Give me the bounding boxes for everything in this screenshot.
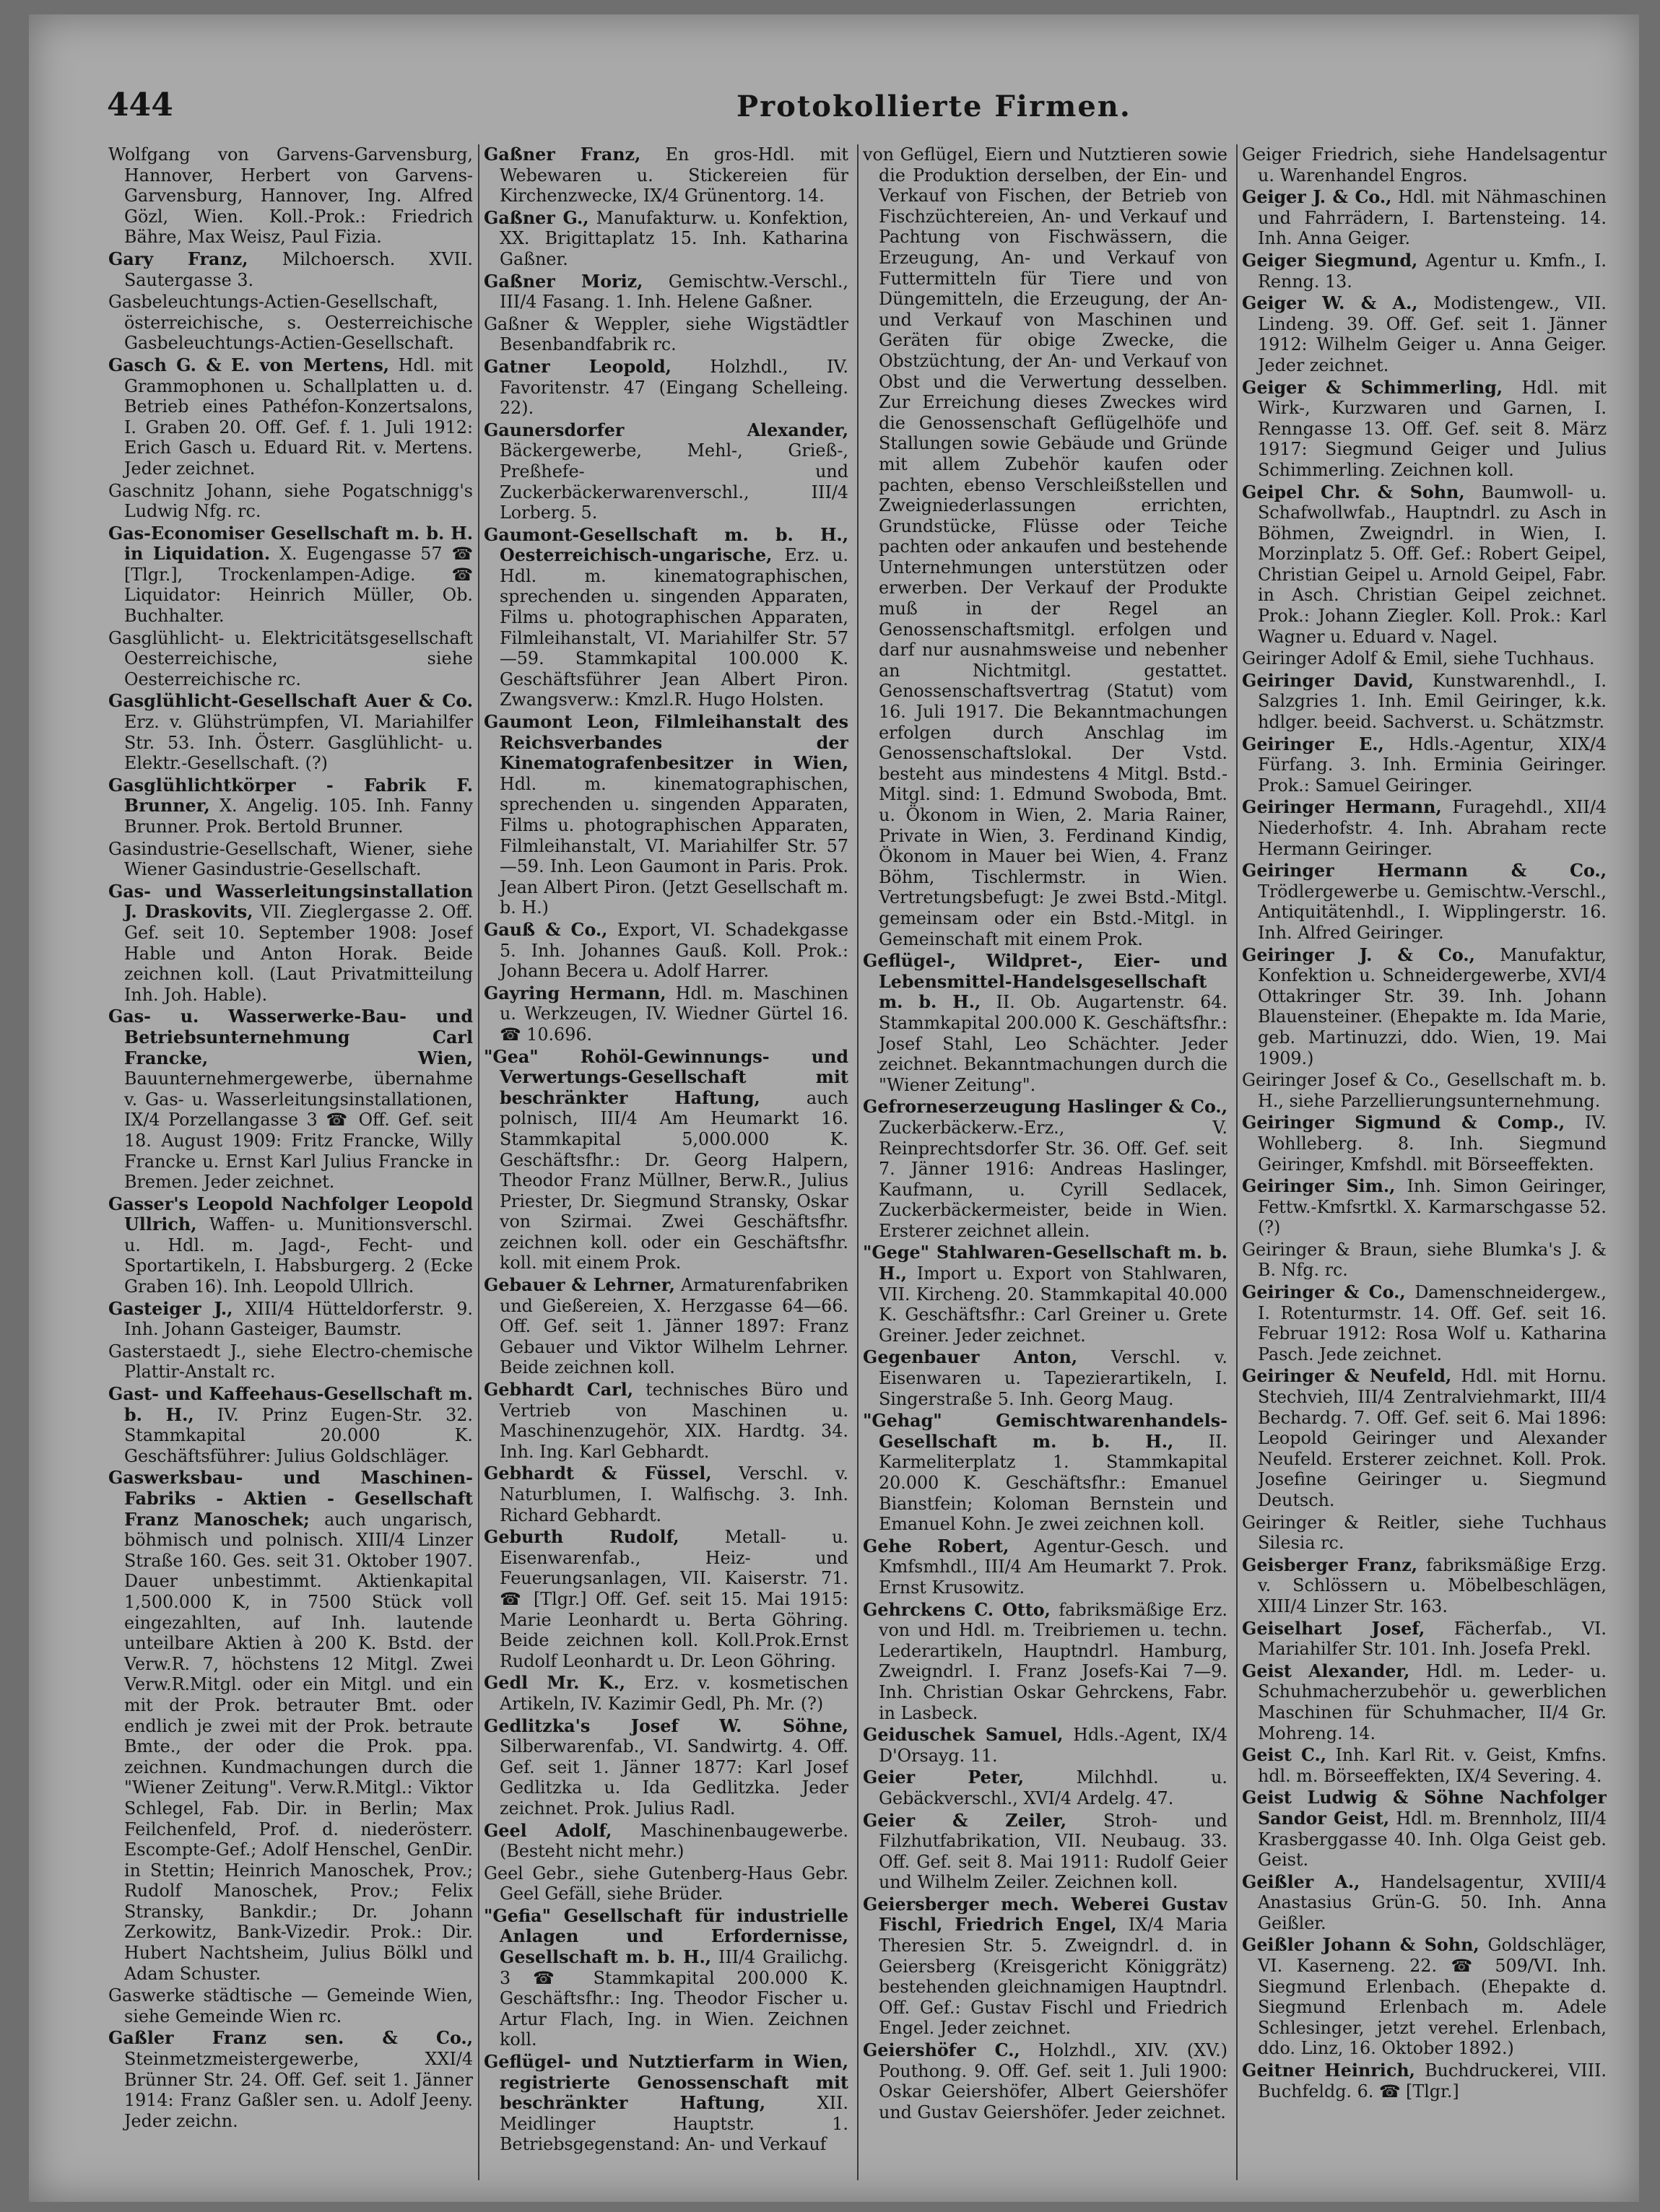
firm-name: Gatner Leopold,	[484, 356, 672, 377]
directory-entry	[484, 920, 848, 982]
entry-text: Hdl. m. kinematographischen, sprechenden u. singenden Apparaten, Films u. photographischen Apparaten, Filmleihanstalt, VI. Mariahilfer Str. 57—59. Inh. Leon Gaumont in Paris. Prok. Jean Albert Piron. (Jetzt Gesellschaft m. b. H.)	[500, 773, 848, 918]
entry-text: Verschl. v. Naturblumen, I. Walfischg. 3. Inh. Richard Gebhardt.	[500, 1463, 848, 1525]
directory-entry	[1242, 2060, 1607, 2102]
entry-text: auch ungarisch, böhmisch und polnisch. XIII/4 Linzer Straße 160. Ges. seit 31. Oktober 1907. Dauer unbestimmt. Aktienkapital 1,500.000 K, in 7500 Stück voll eingezahlten, auf Inh. lautende unteilbare Aktien à 200 K. Bstd. der Verw.R. 7, höchstens 12 Mitgl. Zwei Verw.R.Mitgl. oder ein Mitgl. und ein mit der Prok. betrauter Bmt. oder endlich je zwei mit der Prok. betraute Bmte., der oder die Prok. ppa. zeichnen. Kundmachungen durch die "Wiener Zeitung". Verw.R.Mitgl.: Viktor Schlegel, Fab. Dir. in Berlin; Max Feilchenfeld, Prof. d. niederösterr. Escompte-Gef.; Adolf Henschel, GenDir. in Stettin; Heinrich Manoschek, Prov.; Rudolf Manoschek, Prov.; Felix Stransky, Bankdir.; Dr. Johann Zerkowitz, Bank-Vizedir. Prok.: Dir. Hubert Nachtsheim, Julius Bölkl und Adam Schuster.	[124, 1509, 473, 1984]
entry-text: Geiringer & Braun, siehe Blumka's J. & B. Nfg. rc.	[1242, 1239, 1607, 1281]
entry-text: Steinmetzmeistergewerbe, XXI/4 Brünner Str. 24. Off. Gef. seit 1. Jänner 1914: Franz Gaßler sen. u. Adolf Jeeny. Jeder zeichn.	[124, 2049, 473, 2131]
directory-entry	[1242, 1512, 1607, 1554]
firm-name: Gaßner Franz,	[484, 144, 641, 165]
directory-entry	[863, 1242, 1227, 1346]
firm-name: "Gehag" Gemischtwarenhandels-Gesellschaft m. b. H.,	[863, 1411, 1227, 1452]
entry-text: Metall- u. Eisenwarenfab., Heiz- und Feuerungsanlagen, VII. Kaiserstr. 71. ☎ [Tlgr.] Off. Gef. seit 15. Mai 1915: Marie Leonhardt u. Berta Göhring. Beide zeichnen koll. Koll.Prok.Ernst Rudolf Leonhardt u. Dr. Leon Göhring.	[500, 1527, 848, 1671]
directory-entry	[108, 249, 473, 290]
directory-entry	[108, 1341, 473, 1382]
directory-entry	[863, 1536, 1227, 1598]
directory-entry	[484, 144, 848, 206]
column-2	[484, 144, 848, 2195]
directory-entry	[863, 1725, 1227, 1766]
directory-entry	[108, 1299, 473, 1340]
firm-name: Gaumont Leon, Filmleihanstalt des Reichsverbandes der Kinematografenbesitzer in Wien,	[484, 712, 848, 774]
entry-text: X. Angelig. 105. Inh. Fanny Brunner. Prok. Bertold Brunner.	[124, 796, 473, 837]
directory-entry	[484, 1047, 848, 1274]
firm-name: Gasch G. & E. von Mertens,	[108, 354, 390, 375]
firm-name: Geist Alexander,	[1242, 1660, 1410, 1681]
entry-text: Wolfgang von Garvens-Garvensburg, Hannover, Herbert von Garvens-Garvensburg, Hannover, Ing. Alfred Gözl, Wien. Koll.-Prok.: Friedrich Bähre, Max Weisz, Paul Fizia.	[108, 144, 473, 248]
directory-entry	[484, 525, 848, 710]
directory-entry	[863, 1894, 1227, 2039]
firm-name: Geisberger Franz,	[1242, 1554, 1418, 1575]
directory-entry	[108, 1384, 473, 1466]
document-page	[29, 14, 1639, 2202]
entry-text: Inh. Karl Rit. v. Geist, Kmfns. hdl. m. Börseeffekten, IX/4 Severing. 4.	[1258, 1745, 1607, 1786]
entry-text: Gasindustrie-Gesellschaft, Wiener, siehe Wiener Gasindustrie-Gesellschaft.	[108, 838, 473, 880]
entry-text: IV. Prinz Eugen-Str. 32. Stammkapital 20.000 K. Geschäftsführer: Julius Goldschläger.	[124, 1404, 473, 1466]
entry-text: Hdls.-Agent, IX/4 D'Orsayg. 11.	[879, 1725, 1227, 1766]
directory-entry	[1242, 1070, 1607, 1111]
directory-entry	[1242, 1240, 1607, 1281]
entry-text: Gaßner & Weppler, siehe Wigstädtler Besenbandfabrik rc.	[484, 313, 848, 355]
firm-name: Gehrckens C. Otto,	[863, 1599, 1051, 1620]
entry-text: Stroh- und Filzhutfabrikation, VII. Neubaug. 33. Off. Gef. seit 8. Mai 1911: Rudolf Geier und Wilhelm Zeiler. Zeichnen koll.	[879, 1810, 1227, 1893]
directory-entry	[108, 523, 473, 627]
entry-text: Armaturenfabriken und Gießereien, X. Herzgasse 64—66. Off. Gef. seit 1. Jänner 1897: Franz Gebauer und Viktor Wilhelm Lehrner. Beide zeichnen koll.	[500, 1275, 848, 1378]
directory-entry	[108, 881, 473, 1006]
firm-name: Gebhardt & Füssel,	[484, 1463, 712, 1484]
directory-entry	[1242, 251, 1607, 292]
entry-text: technisches Büro und Vertrieb von Maschinen u. Maschinenzugehör, XIX. Hardtg. 34. Inh. Ing. Karl Gebhardt.	[500, 1380, 848, 1462]
firm-name: Geflügel-, Wildpret-, Eier- und Lebensmittel-Handelsgesellschaft m. b. H.,	[863, 951, 1227, 1013]
entry-text: Hdl. m. Maschinen u. Werkzeugen, IV. Wiedner Gürtel 16. ☎ 10.696.	[500, 983, 848, 1045]
entry-text: fabriksmäßige Erzg. v. Schlössern u. Möbelbeschlägen, XIII/4 Linzer Str. 163.	[1258, 1554, 1607, 1616]
entry-text: Erz. v. Glühstrümpfen, VI. Mariahilfer Str. 53. Inh. Österr. Gasglühlicht- u. Elektr.-Gesellschaft. (?)	[124, 712, 473, 774]
entry-text: Geiger Friedrich, siehe Handelsagentur u. Warenhandel Engros.	[1242, 144, 1607, 186]
entry-text: Milchhdl. u. Gebäckverschl., XVI/4 Ardelg. 47.	[879, 1767, 1227, 1808]
directory-entry	[863, 1767, 1227, 1808]
entry-text: Holzhdl., XIV. (XV.) Pouthong. 9. Off. Gef. seit 1. Juli 1900: Oskar Geiershöfer, Albert Geiershöfer und Gustav Geiershöfer. Jeder zeichnet.	[879, 2040, 1227, 2122]
column-3	[863, 144, 1227, 2195]
directory-entry	[484, 1527, 848, 1671]
firm-name: Gaunersdorfer Alexander,	[484, 419, 848, 440]
firm-name: Gaßler Franz sen. & Co.,	[108, 2028, 473, 2049]
entry-text: III/4 Grailichg. 3 ☎ Stammkapital 200.000 K. Geschäftsfhr.: Ing. Theodor Fischer u. Artur Flach, Ing. in Wien. Zeichnen koll.	[500, 1947, 848, 2050]
entry-text: Hdl. mit Nähmaschinen und Fahrrädern, I. Bartensteing. 14. Inh. Anna Geiger.	[1258, 187, 1607, 249]
directory-entry	[108, 628, 473, 690]
entry-text: Hdl. m. Brennholz, III/4 Krasberggasse 40. Inh. Olga Geist geb. Geist.	[1258, 1808, 1607, 1871]
firm-name: Geist Ludwig & Söhne Nachfolger Sandor Geist,	[1242, 1788, 1607, 1829]
firm-name: Gedlitzka's Josef W. Söhne,	[484, 1715, 848, 1736]
directory-entry	[1242, 797, 1607, 859]
directory-entry	[484, 1463, 848, 1525]
firm-name: Geiger Siegmund,	[1242, 250, 1418, 271]
directory-entry	[484, 1863, 848, 1904]
firm-name: Gedl Mr. K.,	[484, 1673, 626, 1694]
firm-name: Geiger J. & Co.,	[1242, 187, 1392, 208]
entry-text: Manufakturw. u. Konfektion, XX. Brigittaplatz 15. Inh. Katharina Gaßner.	[500, 207, 848, 269]
entry-text: Gasbeleuchtungs-Actien-Gesellschaft, österreichische, s. Oesterreichische Gasbeleuchtungs-Actien-Gesellschaft.	[108, 292, 473, 354]
directory-entry	[1242, 1872, 1607, 1934]
entry-text: Import u. Export von Stahlwaren, VII. Kircheng. 20. Stammkapital 40.000 K. Geschäftsfhr.: Carl Greiner u. Grete Greiner. Jeder zeichnet.	[879, 1263, 1227, 1346]
directory-entry	[484, 983, 848, 1045]
entry-text: Bauunternehmergewerbe, übernahme v. Gas- u. Wasserleitungsinstallationen, IX/4 Porzellangasse 3 ☎ Off. Gef. seit 18. August 1909: Fritz Francke, Willy Francke u. Ernst Karl Julius Francke in Bremen. Jeder zeichnet.	[124, 1068, 473, 1193]
firm-name: Geiringer David,	[1242, 670, 1415, 691]
directory-entry	[108, 775, 473, 837]
directory-entry	[484, 357, 848, 419]
column-rule	[857, 144, 859, 2180]
directory-entry	[1242, 1176, 1607, 1238]
directory-entry	[1242, 648, 1607, 669]
entry-text: Goldschläger, VI. Kaserneng. 22. ☎ 509/VI. Inh. Siegmund Erlenbach. (Ehepakte d. Siegmund Erlenbach m. Adele Schlesinger, jetzt verehel. Erlenbach, ddo. Linz, 16. Oktober 1892.)	[1258, 1935, 1607, 2059]
entry-text: Verschl. v. Eisenwaren u. Tapezierartikeln, I. Singerstraße 5. Inh. Georg Maug.	[879, 1347, 1227, 1409]
directory-entry	[1242, 671, 1607, 733]
firm-name: "Gefia" Gesellschaft für industrielle Anlagen und Erfordernisse, Gesellschaft m. b. H.,	[484, 1905, 848, 1968]
entry-text: Erz. u. Hdl. m. kinematographischen, sprechenden u. singenden Apparaten, Films u. photographischen Apparaten, Filmleihanstalt, VI. Mariahilfer Str. 57—59. Stammkapital 100.000 K. Geschäftsführer Jean Albert Piron. Zwangsverw.: Kmzl.R. Hugo Holsten.	[500, 545, 848, 710]
firm-name: Geflügel- und Nutztierfarm in Wien, registrierte Genossenschaft mit beschränkter Haftung,	[484, 2052, 848, 2114]
entry-text: X. Eugengasse 57 ☎ [Tlgr.], Trockenlampen-Adige. ☎ Liquidator: Heinrich Müller, Ob. Buchhalter.	[124, 544, 473, 627]
entry-text: Geiringer Adolf & Emil, siehe Tuchhaus.	[1242, 648, 1595, 669]
entry-text: Manufaktur, Konfektion u. Schneidergewerbe, XVI/4 Ottakringer Str. 39. Inh. Johann Blauensteiner. (Ehepakte m. Ida Marie, geb. Martinuzzi, ddo. Wien, 19. Mai 1909.)	[1258, 944, 1607, 1068]
entry-text: Hdl. m. Leder- u. Schuhmacherzubehör u. gewerblichen Maschinen für Schuhmacher, II/4 Gr. Mohreng. 14.	[1258, 1660, 1607, 1743]
directory-entry	[1242, 144, 1607, 186]
directory-entry	[484, 1716, 848, 1819]
directory-entry	[1242, 1112, 1607, 1175]
directory-entry	[863, 1347, 1227, 1409]
firm-name: Gegenbauer Anton,	[863, 1347, 1078, 1368]
column-4	[1242, 144, 1607, 2195]
entry-text: IX/4 Maria Theresien Str. 5. Zweigndrl. d. in Geiersberg (Kreisgericht Königgrätz) bestehenden gleichnamigen Hauptndrl. Off. Gef.: Gustav Fischl und Friedrich Engel. Jeder zeichnet.	[879, 1915, 1227, 2039]
directory-entry	[108, 292, 473, 354]
firm-name: Geier Peter,	[863, 1767, 1025, 1788]
directory-entry	[1242, 1745, 1607, 1786]
entry-text: Gaswerke städtische — Gemeinde Wien, siehe Gemeinde Wien rc.	[108, 1985, 473, 2026]
directory-entry	[484, 208, 848, 270]
directory-entry	[484, 420, 848, 523]
firm-name: Gas-Economiser Gesellschaft m. b. H. in Liquidation.	[108, 523, 473, 565]
entry-text: II. Ob. Augartenstr. 64. Stammkapital 200.000 K. Geschäftsfhr.: Josef Stahl, Leo Schächter. Jeder zeichnet. Bekanntmachungen durch die "Wiener Zeitung".	[879, 992, 1227, 1095]
column-1	[108, 144, 473, 2195]
directory-entry	[108, 1468, 473, 1984]
entry-text: von Geflügel, Eiern und Nutztieren sowie die Produktion derselben, der Ein- und Verkauf von Fischen, der Betrieb von Fischzüchtereien, An- und Verkauf und Pachtung von Fischwässern, die Erzeugung, An- und Verkauf von Futtermitteln für Tiere und von Düngemitteln, die Erzeugung, der An- und Verkauf von Maschinen und Geräten für obige Zwecke, die Obstzüchtung, der An- und Verkauf von Obst und die Verwertung desselben. Zur Erreichung dieses Zweckes wird die Genossenschaft Geflügelhöfe und Stallungen sowie Gebäude und Gründe mit allem Zubehör kaufen oder pachten, ebenso Verschleißstellen und Zweigniederlassungen errichten, Grundstücke, Flüsse oder Teiche pachten oder ankaufen und bestehende Unternehmungen unterstützen oder erwerben. Der Verkauf der Produkte muß in der Regel an Genossenschaftsmitgl. erfolgen und darf nur ausnahmsweise und nebenher an Nichtmitgl. gestattet. Genossenschaftsvertrag (Statut) vom 16. Juli 1917. Die Bekanntmachungen erfolgen durch Anschlag im Genossenschaftslokal. Der Vstd. besteht aus mindestens 4 Mitgl. Bstd.-Mitgl. sind: 1. Edmund Swoboda, Bmt. u. Ökonom in Wien, 2. Maria Rainer, Private in Wien, 3. Ferdinand Kindig, Ökonom in Mauer bei Wien, 4. Franz Böhm, Tischlermstr. in Wien. Vertretungsbefugt: Je zwei Bstd.-Mitgl. gemeinsam oder ein Bstd.-Mitgl. in Gemeinschaft mit einem Prok.	[863, 144, 1227, 949]
page-number: 444	[107, 87, 173, 123]
directory-entry	[484, 1821, 848, 1862]
entry-text: Export, VI. Schadekgasse 5. Inh. Johannes Gauß. Koll. Prok.: Johann Becera u. Adolf Harrer.	[500, 919, 848, 982]
firm-name: Geiringer E.,	[1242, 733, 1384, 754]
firm-name: Geiselhart Josef,	[1242, 1618, 1425, 1639]
entry-text: Fächerfab., VI. Mariahilfer Str. 101. Inh. Josefa Prekl.	[1258, 1618, 1607, 1660]
entry-text: auch polnisch, III/4 Am Heumarkt 16. Stammkapital 5,000.000 K. Geschäftsfhr.: Dr. Georg Halpern, Theodor Franz Müllner, Berw.R., Julius Priester, Dr. Siegmund Stransky, Oskar von Szirmai. Zwei Geschäftsfhr. zeichnen koll. oder ein Geschäftsfhr. koll. mit einem Prok.	[500, 1087, 848, 1273]
entry-text: Waffen- u. Munitionsverschl. u. Hdl. m. Jagd-, Fecht- und Sportartikeln, I. Habsburgerg. 2 (Ecke Graben 16). Inh. Leopold Ullrich.	[124, 1214, 473, 1297]
entry-text: II. Karmeliterplatz 1. Stammkapital 20.000 K. Geschäftsfhr.: Emanuel Bianstfein; Koloman Bernstein und Emanuel Kohn. Je zwei zeichnen koll.	[879, 1431, 1227, 1535]
directory-entry	[484, 1673, 848, 1714]
firm-name: Gasglühlichtkörper - Fabrik F. Brunner,	[108, 775, 473, 817]
directory-entry	[1242, 1282, 1607, 1364]
firm-name: Gefrorneserzeugung Haslinger & Co.,	[863, 1097, 1227, 1118]
firm-name: Gast- und Kaffeehaus-Gesellschaft m. b. H.,	[108, 1384, 473, 1425]
entry-text: Geiringer Josef & Co., Gesellschaft m. b. H., siehe Parzellierungsunternehmung.	[1242, 1070, 1607, 1111]
firm-name: Geiringer Hermann,	[1242, 797, 1442, 818]
entry-text: En gros-Hdl. mit Webewaren u. Stickereien für Kirchenzwecke, IX/4 Grünentorg. 14.	[500, 144, 848, 206]
firm-name: Gaßner G.,	[484, 207, 589, 228]
directory-entry	[484, 2052, 848, 2155]
firm-name: Geel Adolf,	[484, 1820, 612, 1841]
firm-name: Geier & Zeiler,	[863, 1810, 1067, 1831]
entry-text: Erz. v. kosmetischen Artikeln, IV. Kazimir Gedl, Ph. Mr. (?)	[500, 1673, 848, 1714]
firm-name: Gas- u. Wasserwerke-Bau- und Betriebsunternehmung Carl Francke, Wien,	[108, 1006, 473, 1068]
firm-name: Geiringer J. & Co.,	[1242, 944, 1475, 965]
firm-name: Gebauer & Lehrner,	[484, 1275, 675, 1296]
directory-entry	[1242, 482, 1607, 648]
firm-name: Geiersberger mech. Weberei Gustav Fischl, Friedrich Engel,	[863, 1894, 1227, 1936]
directory-entry	[108, 481, 473, 522]
firm-name: Gasser's Leopold Nachfolger Leopold Ullrich,	[108, 1193, 473, 1235]
firm-name: Geipel Chr. & Sohn,	[1242, 482, 1465, 502]
entry-text: Buchdruckerei, VIII. Buchfeldg. 6. ☎ [Tlgr.]	[1258, 2060, 1607, 2102]
entry-text: Geel Gebr., siehe Gutenberg-Haus Gebr. Geel Gefäll, siehe Brüder.	[484, 1863, 848, 1904]
entry-text: Bäckergewerbe, Mehl-, Grieß-, Preßhefe- und Zuckerbäckerwarenverschl., III/4 Lorberg. 5.	[500, 440, 848, 523]
firm-name: Geist C.,	[1242, 1745, 1327, 1766]
firm-name: Gauß & Co.,	[484, 919, 608, 940]
directory-entry	[863, 1600, 1227, 1724]
firm-name: Gas- und Wasserleitungsinstallation J. Draskovits,	[108, 881, 473, 923]
entry-text: XIII/4 Hütteldorferstr. 9. Inh. Johann Gasteiger, Baumstr.	[124, 1298, 473, 1340]
directory-entry	[863, 1811, 1227, 1893]
entry-text: fabriksmäßige Erz. von und Hdl. m. Treibriemen u. techn. Lederartikeln, Hauptndrl. Hamburg, Zweigndrl. I. Franz Josefs-Kai 7—9. Inh. Christian Oskar Gehrckens, Fabr. in Lasbeck.	[879, 1599, 1227, 1723]
firm-name: Geiduschek Samuel,	[863, 1725, 1064, 1746]
directory-entry	[1242, 1619, 1607, 1660]
entry-text: Agentur u. Kmfn., I. Renng. 13.	[1258, 250, 1607, 292]
entry-text: XII. Meidlinger Hauptstr. 1. Betriebsgegenstand: An- und Verkauf	[500, 2093, 848, 2155]
firm-name: Geiringer & Neufeld,	[1242, 1366, 1452, 1387]
firm-name: Geißler Johann & Sohn,	[1242, 1935, 1479, 1956]
firm-name: Gayring Hermann,	[484, 983, 666, 1003]
entry-text: Silberwarenfab., VI. Sandwirtg. 4. Off. Gef. seit 1. Jänner 1877: Karl Josef Gedlitzka u. Ida Gedlitzka. Jeder zeichnet. Prok. Julius Radl.	[500, 1736, 848, 1819]
directory-entry	[484, 1275, 848, 1378]
firm-name: Gehe Robert,	[863, 1536, 1009, 1556]
directory-entry	[484, 712, 848, 918]
directory-entry	[1242, 1935, 1607, 2059]
directory-entry	[863, 1411, 1227, 1535]
entry-text: Gemischtw.-Verschl., III/4 Fasang. 1. Inh. Helene Gaßner.	[500, 271, 848, 313]
entry-text: Holzhdl., IV. Favoritenstr. 47 (Eingang Schelleing. 22).	[500, 356, 848, 419]
entry-text: Modistengew., VII. Lindeng. 39. Off. Gef. seit 1. Jänner 1912: Wilhelm Geiger u. Anna Geiger. Jeder zeichnet.	[1258, 293, 1607, 375]
firm-name: "Gege" Stahlwaren-Gesellschaft m. b. H.,	[863, 1242, 1227, 1284]
directory-entry	[108, 1006, 473, 1192]
directory-entry	[1242, 1661, 1607, 1743]
entry-text: Baumwoll- u. Schafwollwfab., Hauptndrl. zu Asch in Böhmen, Zweigndrl. in Wien, I. Morzinplatz 5. Off. Gef.: Robert Geipel, Christian Geipel u. Arnold Geipel, Fabr. in Asch. Christian Geipel zeichnet. Prok.: Johann Ziegler. Koll. Prok.: Karl Wagner u. Eduard v. Nagel.	[1258, 482, 1607, 647]
entry-text: Gaschnitz Johann, siehe Pogatschnigg's Ludwig Nfg. rc.	[108, 480, 473, 522]
firm-name: Gasteiger J.,	[108, 1298, 233, 1319]
firm-name: Geiringer Sigmund & Comp.,	[1242, 1112, 1565, 1133]
entry-text: Zuckerbäckerw.-Erz., V. Reinprechtsdorfer Str. 36. Off. Gef. seit 7. Jänner 1916: Andreas Haslinger, Kaufmann, u. Cyrill Sedlacek, Zuckerbäckermeister, beide in Wien. Ersterer zeichnet allein.	[879, 1117, 1227, 1241]
directory-entry	[108, 144, 473, 248]
entry-text: Handelsagentur, XVIII/4 Anastasius Grün-G. 50. Inh. Anna Geißler.	[1258, 1871, 1607, 1933]
directory-entry	[1242, 1788, 1607, 1870]
entry-text: Maschinenbaugewerbe. (Besteht nicht mehr.)	[500, 1820, 848, 1862]
firm-name: Gary Franz,	[108, 248, 248, 269]
directory-entry	[1242, 861, 1607, 943]
firm-name: Geiger & Schimmerling,	[1242, 377, 1503, 398]
directory-entry	[863, 1097, 1227, 1241]
directory-entry	[1242, 734, 1607, 796]
firm-name: Gaßner Moriz,	[484, 271, 643, 292]
firm-name: Gebhardt Carl,	[484, 1380, 633, 1401]
directory-entry	[484, 314, 848, 355]
firm-name: Geiger W. & A.,	[1242, 293, 1418, 314]
firm-name: Geiringer Sim.,	[1242, 1176, 1396, 1197]
entry-text: Milchoersch. XVII. Sautergasse 3.	[124, 248, 473, 290]
directory-entry	[863, 2040, 1227, 2122]
entry-text: Gasglühlicht- u. Elektricitätsgesellschaft Oesterreichische, siehe Oesterreichische rc.	[108, 627, 473, 689]
directory-entry	[108, 355, 473, 479]
firm-name: "Gea" Rohöl-Gewinnungs- und Verwertungs-Gesellschaft mit beschränkter Haftung,	[484, 1046, 848, 1108]
entry-text: Hdls.-Agentur, XIX/4 Fürfang. 3. Inh. Erminia Geiringer. Prok.: Samuel Geiringer.	[1258, 733, 1607, 796]
directory-entry	[1242, 293, 1607, 375]
directory-entry	[108, 2028, 473, 2131]
entry-text: Trödlergewerbe u. Gemischtw.-Verschl., Antiquitätenhdl., I. Wipplingerstr. 16. Inh. Alfred Geiringer.	[1258, 881, 1607, 943]
directory-entry	[484, 1906, 848, 2050]
entry-text: Furagehdl., XII/4 Niederhofstr. 4. Inh. Abraham recte Hermann Geiringer.	[1258, 797, 1607, 859]
directory-entry	[1242, 1366, 1607, 1510]
firm-name: Geitner Heinrich,	[1242, 2060, 1415, 2081]
directory-entry	[1242, 378, 1607, 481]
entry-text: VII. Zieglergasse 2. Off. Gef. seit 10. September 1908: Josef Hable und Anton Horak. Beide zeichnen koll. (Laut Privatmitteilung Inh. Joh. Hable).	[124, 902, 473, 1005]
entry-text: Agentur-Gesch. und Kmfsmhdl., III/4 Am Heumarkt 7. Prok. Ernst Krusowitz.	[879, 1536, 1227, 1598]
directory-entry	[108, 691, 473, 773]
directory-entry	[863, 144, 1227, 949]
firm-name: Geiringer & Co.,	[1242, 1282, 1406, 1303]
firm-name: Geburth Rudolf,	[484, 1527, 679, 1548]
entry-text: IV. Wohlleberg. 8. Inh. Siegmund Geiringer, Kmfshdl. mit Börseeffekten.	[1258, 1112, 1607, 1175]
entry-text: Hdl. mit Hornu. Stechvieh, III/4 Zentralviehmarkt, III/4 Bechardg. 7. Off. Gef. seit 6. Mai 1896: Leopold Geiringer und Alexander Neufeld. Ersterer zeichnet. Koll. Prok. Josefine Geiringer u. Siegmund Deutsch.	[1258, 1366, 1607, 1510]
page-header: Protokollierte Firmen.	[736, 90, 1131, 123]
column-rule	[478, 144, 479, 2180]
entry-text: Kunstwarenhdl., I. Salzgries 1. Inh. Emil Geiringer, k.k. hdlger. beeid. Sachverst. u. Schätzmstr.	[1258, 670, 1607, 733]
directory-entry	[863, 951, 1227, 1095]
firm-name: Geiringer Hermann & Co.,	[1242, 861, 1607, 881]
directory-entry	[1242, 945, 1607, 1069]
directory-entry	[1242, 1555, 1607, 1617]
firm-name: Geißler A.,	[1242, 1871, 1360, 1892]
directory-entry	[108, 1194, 473, 1297]
firm-name: Gaswerksbau- und Maschinen-Fabriks - Aktien - Gesellschaft Franz Manoschek;	[108, 1468, 473, 1530]
entry-text: Inh. Simon Geiringer, Fettw.-Kmfsrtkl. X. Karmarschgasse 52. (?)	[1258, 1176, 1607, 1238]
firm-name: Gasglühlicht-Gesellschaft Auer & Co.	[108, 691, 473, 712]
directory-entry	[1242, 187, 1607, 249]
directory-entry	[484, 271, 848, 313]
entry-text: Geiringer & Reitler, siehe Tuchhaus Silesia rc.	[1242, 1512, 1607, 1554]
entry-text: Hdl. mit Wirk-, Kurzwaren und Garnen, I. Renngasse 13. Off. Gef. seit 8. März 1917: Siegmund Geiger und Julius Schimmerling. Zeichnen koll.	[1258, 377, 1607, 480]
directory-entry	[108, 1985, 473, 2026]
firm-name: Gaumont-Gesellschaft m. b. H., Oesterreichisch-ungarische,	[484, 524, 848, 566]
directory-entry	[484, 1380, 848, 1462]
entry-text: Damenschneidergew., I. Rotenturmstr. 14. Off. Gef. seit 16. Februar 1912: Rosa Wolf u. Katharina Pasch. Jede zeichnet.	[1258, 1282, 1607, 1364]
entry-text: Gasterstaedt J., siehe Electro-chemische Plattir-Anstalt rc.	[108, 1341, 473, 1382]
directory-entry	[108, 839, 473, 880]
entry-text: Hdl. mit Grammophonen u. Schallplatten u. d. Betrieb eines Pathéfon-Konzertsalons, I. Graben 20. Off. Gef. f. 1. Juli 1912: Erich Gasch u. Eduard Rit. v. Mertens. Jeder zeichnet.	[124, 354, 473, 479]
firm-name: Geiershöfer C.,	[863, 2040, 1020, 2061]
column-rule	[1236, 144, 1238, 2180]
